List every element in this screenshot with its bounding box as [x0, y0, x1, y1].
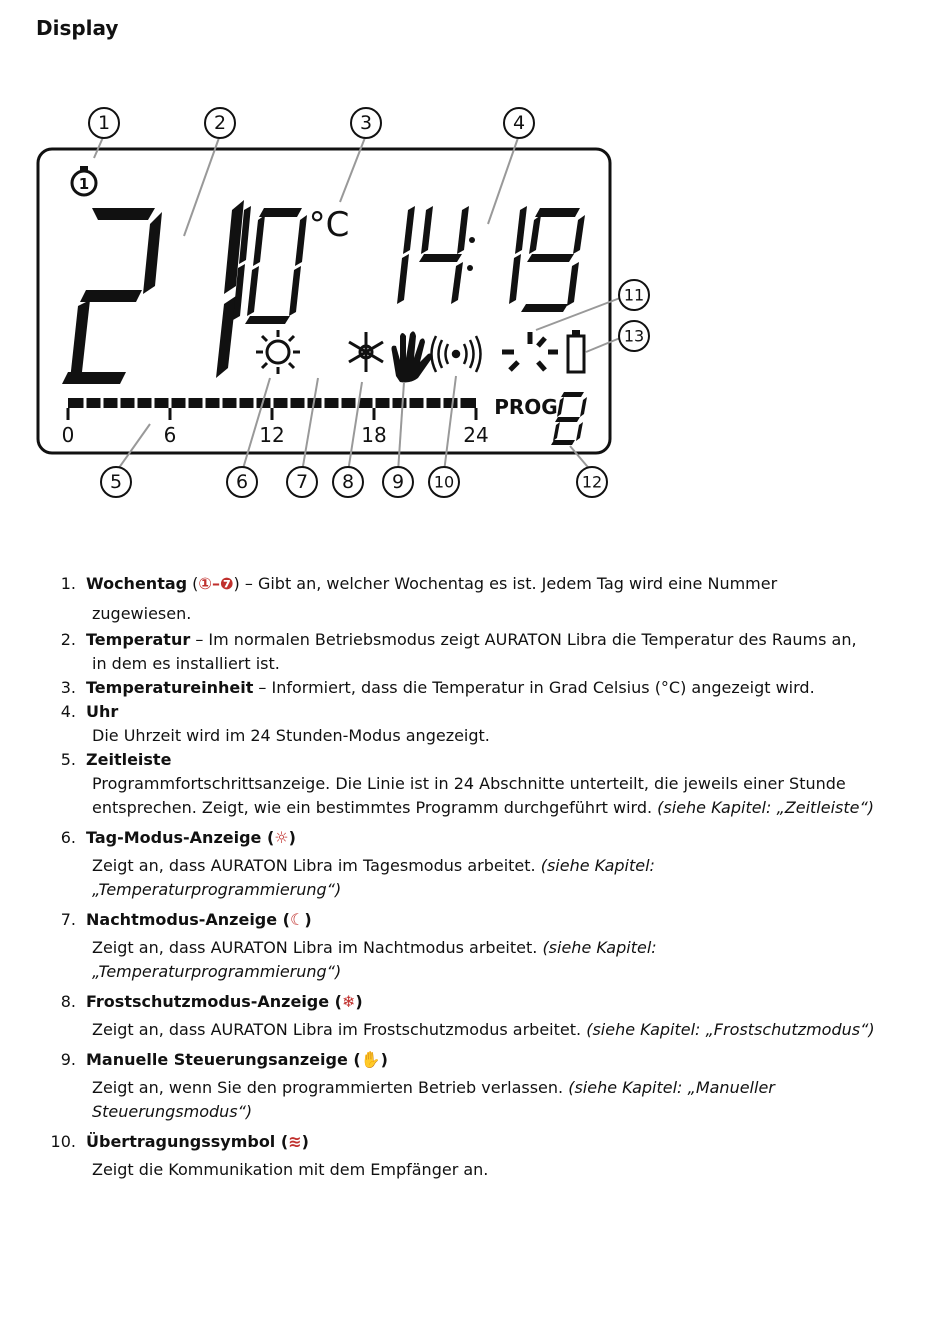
timeline-segment-gap [118, 398, 121, 408]
svg-text:8: 8 [341, 471, 355, 493]
moon-icon: ☾ [290, 910, 305, 929]
callout-3 [351, 108, 381, 138]
timeline-segment-gap [424, 398, 427, 408]
list-item: 6. Tag-Modus-Anzeige (☼) Zeigt an, dass AURATON Libra im Tagesmodus arbeitet. (siehe Kapitel: „Temperaturprogrammierung“) [60, 828, 655, 899]
timeline-tick-24: 24 [463, 423, 489, 447]
list-item: 2. Temperatur – Im normalen Betriebsmodus zeigt AURATON Libra die Temperatur des Raums an, in dem es installiert ist. [60, 630, 857, 673]
callout-12 [577, 467, 607, 497]
item-title: Zeitleiste [86, 750, 172, 769]
svg-text:5: 5 [109, 471, 123, 493]
svg-text:4: 4 [512, 112, 526, 134]
timeline-segment-gap [254, 398, 257, 408]
timeline-segment-gap [220, 398, 223, 408]
svg-text:9: 9 [391, 471, 405, 493]
item-title: Übertragungssymbol (≋) [86, 1132, 309, 1151]
callout-lines [94, 135, 620, 472]
svg-text:6: 6 [235, 471, 249, 493]
timeline-segment-gap [203, 398, 206, 408]
day-indicator [72, 166, 96, 195]
page-title: Display [36, 16, 119, 40]
hand-icon [392, 331, 433, 382]
timeline-segment-gap [288, 398, 291, 408]
lcd-diagram [0, 90, 950, 510]
svg-text:2: 2 [213, 112, 227, 134]
list-item: 9. Manuelle Steuerungsanzeige (✋) Zeigt an, wenn Sie den programmierten Betrieb verlassen. (siehe Kapitel: „Manueller Steuerungsmodus“) [60, 1050, 775, 1121]
timeline-segment-gap [101, 398, 104, 408]
moon-icon [319, 332, 340, 372]
callout-8 [333, 467, 363, 497]
callout-9 [383, 467, 413, 497]
item-title: Uhr [86, 702, 119, 721]
snowflake-icon: ❄ [342, 992, 356, 1011]
battery-icon [568, 330, 584, 372]
timeline-segment-gap [322, 398, 325, 408]
timeline-segment-gap [458, 398, 461, 408]
svg-text:1: 1 [97, 112, 111, 134]
timeline-segment-gap [441, 398, 444, 408]
item-title: Frostschutzmodus-Anzeige (❄) [86, 992, 363, 1011]
timeline-segment-gap [390, 398, 393, 408]
item-title: Temperatur [86, 630, 191, 649]
list-item: 7. Nachtmodus-Anzeige (☾) Zeigt an, dass AURATON Libra im Nachtmodus arbeitet. (siehe Kapitel: „Temperaturprogrammierung“) [60, 910, 657, 981]
hand-icon: ✋ [360, 1050, 381, 1069]
timeline-segment-gap [152, 398, 155, 408]
callout-11 [619, 280, 649, 310]
temperature-display [62, 200, 349, 384]
callout-2 [205, 108, 235, 138]
timeline-segment-gap [186, 398, 189, 408]
callout-5 [101, 467, 131, 497]
timeline-segment-gap [407, 398, 410, 408]
svg-text:13: 13 [623, 326, 645, 346]
list-item: 1. Wochentag (①–❼) – Gibt an, welcher Wochentag es ist. Jedem Tag wird eine Nummer zugewiesen. [60, 574, 778, 623]
timeline-segment-gap [135, 398, 138, 408]
timeline-tick-6: 6 [163, 423, 177, 447]
svg-text:7: 7 [295, 471, 309, 493]
callout-7 [287, 467, 317, 497]
svg-text:12: 12 [581, 472, 603, 492]
timeline-tick-18: 18 [361, 423, 387, 447]
sun-icon: ☼ [274, 828, 289, 847]
legend-list [0, 572, 950, 1182]
timeline-segment-gap [169, 398, 172, 408]
list-item: 10. Übertragungssymbol (≋) Zeigt die Kommunikation mit dem Empfänger an. [50, 1132, 489, 1179]
item-title: Nachtmodus-Anzeige (☾) [86, 910, 312, 929]
snowflake-icon [349, 332, 383, 372]
item-title: Tag-Modus-Anzeige (☼) [86, 828, 296, 847]
sun-icon [256, 330, 300, 374]
callout-1 [89, 108, 119, 138]
prog-label: PROG [494, 395, 558, 419]
callout-4 [504, 108, 534, 138]
svg-text:11: 11 [623, 285, 645, 305]
transmission-icon: ≋ [288, 1132, 302, 1151]
timeline-segment-gap [271, 398, 274, 408]
timeline-segment-gap [373, 398, 376, 408]
svg-text:10: 10 [433, 472, 455, 492]
timeline-tick-12: 12 [259, 423, 285, 447]
timeline-segment-gap [237, 398, 240, 408]
list-item: 4. Uhr Die Uhrzeit wird im 24 Stunden-Modus angezeigt. [60, 702, 490, 745]
clock-display [397, 206, 585, 312]
item-title: Temperatureinheit [86, 678, 254, 697]
unit-label: °C [308, 205, 350, 245]
timeline-tick-0: 0 [61, 423, 75, 447]
list-item: 3. Temperatureinheit – Informiert, dass die Temperatur in Grad Celsius (°C) angezeigt wird. [60, 678, 815, 697]
list-item: 8. Frostschutzmodus-Anzeige (❄) Zeigt an, dass AURATON Libra im Frostschutzmodus arbeitet. (siehe Kapitel: „Frostschutzmodus“) [60, 992, 875, 1039]
transmission-icon [432, 336, 481, 372]
callout-13 [619, 321, 649, 351]
callout-10 [429, 467, 459, 497]
timeline-segment-gap [305, 398, 308, 408]
item-title: Wochentag [86, 574, 188, 593]
item-title: Manuelle Steuerungsanzeige (✋) [86, 1050, 388, 1069]
svg-text:1: 1 [78, 175, 90, 193]
svg-text:3: 3 [359, 112, 373, 134]
timeline-bar [62, 398, 489, 447]
callout-6 [227, 467, 257, 497]
timeline-segment-gap [339, 398, 342, 408]
timeline-segment-gap [84, 398, 87, 408]
list-item: 5. Zeitleiste Programmfortschrittsanzeige. Die Linie ist in 24 Abschnitte unterteilt, die jeweils einer Stunde entsprechen. Zeigt, wie ein bestimmtes Programm durchgeführt wird. (siehe Kapitel: „Zeitleiste“) [60, 750, 875, 817]
weekday-icon: ①–❼ [198, 574, 234, 593]
heating-indicator-icon [502, 332, 558, 370]
